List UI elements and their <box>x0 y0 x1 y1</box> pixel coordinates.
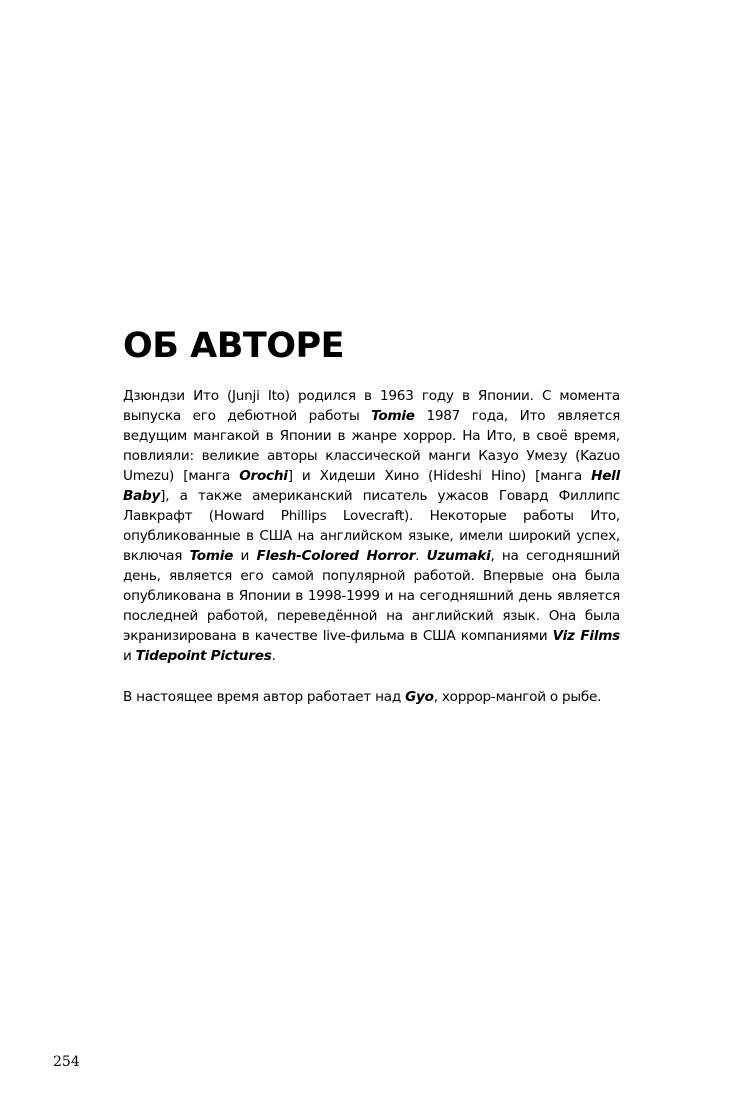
title-uzumaki: Uzumaki <box>426 548 491 564</box>
company-viz-films: Viz Films <box>552 628 620 644</box>
title-tomie: Tomie <box>189 548 234 564</box>
text-run: , на сегодняшний день, является его самой популярной работой. Впервые она была опубликована в Японии в 1998-1999 и на сегодняшний день является последней работой, переведённой на английский язык. Она была экранизирована в качестве live-фильма в США компаниями <box>123 548 620 644</box>
text-run: и <box>123 648 136 664</box>
text-run: ] и Хидеши Хино (Hideshi Hino) [манга <box>287 468 592 484</box>
text-run: . <box>415 548 427 564</box>
page-title: ОБ АВТОРЕ <box>123 326 345 366</box>
text-run: . <box>271 648 276 664</box>
page-number: 254 <box>53 1054 80 1070</box>
text-run: ], а также американский писатель ужасов Говард Филлипс Лавкрафт (Howard Phillips Lovecraft). Некоторые работы Ито, опубликованные в США на английском языке, имели широкий успех, включая <box>123 488 620 564</box>
author-bio-paragraph <box>123 386 620 666</box>
text-run: Дзюндзи Ито (Junji Ito) родился в 1963 году в Японии. С момента выпуска его дебютной работы <box>123 388 620 424</box>
text-run: , хоррор-мангой о рыбе. <box>433 689 602 705</box>
title-gyo: Gyo <box>405 689 434 705</box>
text-run: В настоящее время автор работает над <box>123 689 406 705</box>
title-orochi: Orochi <box>239 468 288 484</box>
text-run: 1987 года, Ито является ведущим мангакой в Японии в жанре хоррор. На Ито, в своё время, повлияли: великие авторы классической манги Казуо Умезу (Kazuo Umezu) [манга <box>123 408 620 484</box>
company-tidepoint-pictures: Tidepoint Pictures <box>135 648 272 664</box>
text-run: и <box>233 548 257 564</box>
title-flesh-colored-horror: Flesh-Colored Horror <box>256 548 416 564</box>
title-hell-baby: Hell Baby <box>123 468 620 504</box>
title-tomie: Tomie <box>371 408 415 424</box>
current-work-paragraph <box>123 687 643 707</box>
